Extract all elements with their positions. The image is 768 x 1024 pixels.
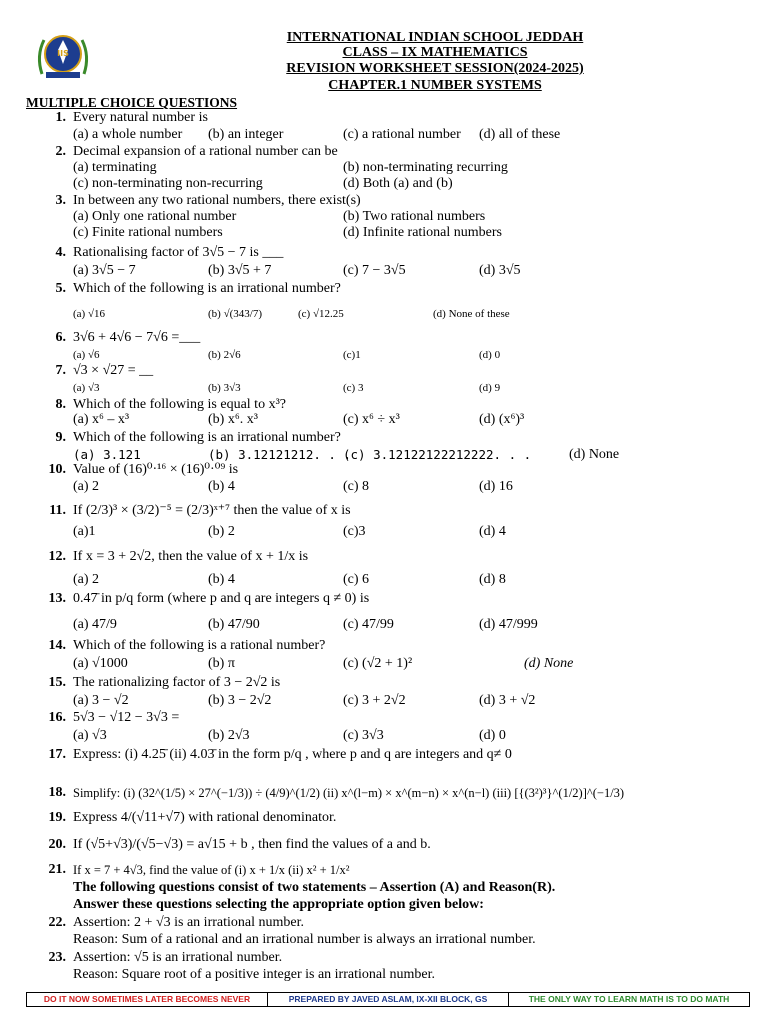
option: (c) 3√3 — [343, 728, 384, 743]
option: (c) a rational number — [343, 127, 461, 142]
question-text: Decimal expansion of a rational number can be — [73, 144, 338, 159]
question-text: Every natural number is — [73, 110, 208, 125]
option: (a) √3 — [73, 382, 100, 394]
svg-text:IIS: IIS — [57, 49, 69, 58]
assertion-text: Assertion: √5 is an irrational number. — [73, 950, 283, 965]
option: (c) x⁶ ÷ x³ — [343, 412, 400, 427]
question-text: Which of the following is an irrational number? — [73, 430, 341, 445]
question-text: If (√5+√3)/(√5−√3) = a√15 + b , then find the values of a and b. — [73, 837, 431, 852]
option: (d) 0 — [479, 349, 501, 361]
option: (b) x⁶. x³ — [208, 412, 258, 427]
question-number: 14. — [48, 638, 66, 653]
option: (c) √12.25 — [298, 308, 344, 320]
question-number: 5. — [55, 281, 66, 296]
option: (b) 3.12121212. . . — [208, 447, 351, 462]
question-number: 21. — [48, 862, 66, 877]
option: (a) √16 — [73, 308, 105, 320]
option: (b) 2√3 — [208, 728, 250, 743]
question-number: 11. — [49, 503, 66, 518]
question-text: Express: (i) 4.25̄ (ii) 4.03̄ in the form p/q , where p and q are integers and q≠ 0 — [73, 747, 512, 762]
option: (b) 3√5 + 7 — [208, 263, 272, 278]
question-number: 2. — [55, 144, 66, 159]
option: (a) 3 − √2 — [73, 693, 129, 708]
option: (c) 7 − 3√5 — [343, 263, 406, 278]
question-text: Which of the following is a rational number? — [73, 638, 326, 653]
option: (d) all of these — [479, 127, 561, 142]
option: (c) 3 + 2√2 — [343, 693, 406, 708]
question-text: If x = 7 + 4√3, find the value of (i) x + 1/x (ii) x² + 1/x² — [73, 863, 350, 877]
option: (d) Both (a) and (b) — [343, 176, 453, 191]
option: (a) a whole number — [73, 127, 183, 142]
option: (c) 3 — [343, 382, 364, 394]
option: (a) √1000 — [73, 656, 128, 671]
reason-text: Reason: Square root of a positive integer is an irrational number. — [73, 967, 435, 982]
option: (c)3 — [343, 524, 366, 539]
option: (a) 2 — [73, 572, 100, 587]
question-text: If x = 3 + 2√2, then the value of x + 1/x is — [73, 549, 309, 564]
question-number: 7. — [55, 363, 66, 378]
question-text: 3√6 + 4√6 − 7√6 =___ — [73, 330, 201, 345]
question-text: The rationalizing factor of 3 − 2√2 is — [73, 675, 281, 690]
question-number: 13. — [48, 591, 66, 606]
question-number: 16. — [48, 710, 66, 725]
assertion-text: Assertion: 2 + √3 is an irrational number. — [73, 915, 304, 930]
option: (c) (√2 + 1)² — [343, 656, 413, 671]
option: (d) 8 — [479, 572, 506, 587]
question-number: 20. — [48, 837, 66, 852]
chapter-title: CHAPTER.1 NUMBER SYSTEMS — [328, 78, 542, 93]
question-text: If (2/3)³ × (3/2)⁻⁵ = (2/3)ˣ⁺⁷ then the value of x is — [73, 503, 351, 518]
option: (a) √3 — [73, 728, 107, 743]
instruction-line: The following questions consist of two statements – Assertion (A) and Reason(R). — [73, 880, 556, 895]
option: (d) None — [524, 656, 574, 671]
option: (c) non-terminating non-recurring — [73, 176, 263, 191]
option: (d) Infinite rational numbers — [343, 225, 503, 240]
school-logo — [34, 28, 92, 84]
option: (b) 4 — [208, 572, 235, 587]
question-number: 10. — [48, 462, 66, 477]
option: (a)1 — [73, 524, 96, 539]
class-line: CLASS – IX MATHEMATICS — [342, 45, 528, 60]
question-number: 18. — [48, 785, 66, 800]
question-number: 17. — [48, 747, 66, 762]
section-title: MULTIPLE CHOICE QUESTIONS — [26, 95, 238, 110]
question-text: Which of the following is an irrational number? — [73, 281, 341, 296]
option: (d) 9 — [479, 382, 501, 394]
question-number: 8. — [55, 397, 66, 412]
option: (c) 47/99 — [343, 617, 394, 632]
option: (c)1 — [343, 349, 361, 361]
option: (b) non-terminating recurring — [343, 160, 508, 175]
option: (a) x⁶ – x³ — [73, 412, 130, 427]
instruction-line: Answer these questions selecting the appropriate option given below: — [73, 897, 484, 912]
option: (c) 8 — [343, 479, 370, 494]
question-number: 1. — [55, 110, 66, 125]
question-text: Express 4/(√11+√7) with rational denominator. — [73, 810, 337, 825]
question-number: 23. — [48, 950, 66, 965]
option: (d) (x⁶)³ — [479, 412, 525, 427]
option: (c) 3.12122122212222. . . — [343, 447, 532, 462]
option: (b) 4 — [208, 479, 235, 494]
question-text: √3 × √27 = __ — [73, 363, 154, 378]
question-text: 5√3 − √12 − 3√3 = — [73, 710, 180, 725]
option: (b) 3√3 — [208, 382, 241, 394]
question-number: 9. — [55, 430, 66, 445]
option: (b) 47/90 — [208, 617, 260, 632]
question-text: Value of (16)⁰·¹⁶ × (16)⁰·⁰⁹ is — [73, 462, 239, 477]
question-text: In between any two rational numbers, there exist(s) — [73, 193, 361, 208]
option: (a) 3.121 — [73, 447, 141, 462]
option: (b) Two rational numbers — [343, 209, 486, 224]
option: (b) √(343/7) — [208, 308, 262, 320]
option: (a) √6 — [73, 349, 100, 361]
question-number: 19. — [48, 810, 66, 825]
question-text: 0.47̄ in p/q form (where p and q are integers q ≠ 0) is — [73, 591, 370, 606]
question-text: Which of the following is equal to x³? — [73, 397, 286, 412]
footer-bar — [26, 992, 750, 1007]
question-number: 22. — [48, 915, 66, 930]
option: (c) 6 — [343, 572, 370, 587]
option: (b) 2√6 — [208, 349, 241, 361]
option: (a) Only one rational number — [73, 209, 237, 224]
option: (d) None of these — [433, 308, 510, 320]
option: (c) Finite rational numbers — [73, 225, 223, 240]
option: (d) 3 + √2 — [479, 693, 536, 708]
reason-text: Reason: Sum of a rational and an irrational number is always an irrational number. — [73, 932, 536, 947]
option: (b) 3 − 2√2 — [208, 693, 272, 708]
option: (a) 3√5 − 7 — [73, 263, 136, 278]
option: (b) an integer — [208, 127, 284, 142]
option: (b) π — [208, 656, 235, 671]
option: (d) 0 — [479, 728, 506, 743]
option: (d) 47/999 — [479, 617, 538, 632]
footer-right-motto: THE ONLY WAY TO LEARN MATH IS TO DO MATH — [508, 993, 749, 1006]
question-text: Rationalising factor of 3√5 − 7 is ___ — [73, 245, 284, 260]
option: (d) None — [569, 447, 620, 462]
question-number: 6. — [55, 330, 66, 345]
question-number: 3. — [55, 193, 66, 208]
option: (a) terminating — [73, 160, 157, 175]
question-number: 12. — [48, 549, 66, 564]
option: (b) 2 — [208, 524, 235, 539]
question-number: 15. — [48, 675, 66, 690]
option: (d) 3√5 — [479, 263, 521, 278]
footer-author: PREPARED BY JAVED ASLAM, IX-XII BLOCK, GS — [267, 993, 508, 1006]
session-line: REVISION WORKSHEET SESSION(2024-2025) — [286, 61, 584, 76]
option: (d) 4 — [479, 524, 506, 539]
school-name: INTERNATIONAL INDIAN SCHOOL JEDDAH — [286, 30, 584, 45]
option: (a) 2 — [73, 479, 100, 494]
footer-left-motto: DO IT NOW SOMETIMES LATER BECOMES NEVER — [43, 994, 251, 1004]
question-text: Simplify: (i) (32^(1/5) × 27^(−1/3)) ÷ (4/9)^(1/2) (ii) x^(l−m) × x^(m−n) × x^(n−l) (iii) [{(3²)³}^(1/2)]^(−1/3) — [73, 786, 625, 800]
question-number: 4. — [55, 245, 66, 260]
option: (d) 16 — [479, 479, 513, 494]
option: (a) 47/9 — [73, 617, 117, 632]
